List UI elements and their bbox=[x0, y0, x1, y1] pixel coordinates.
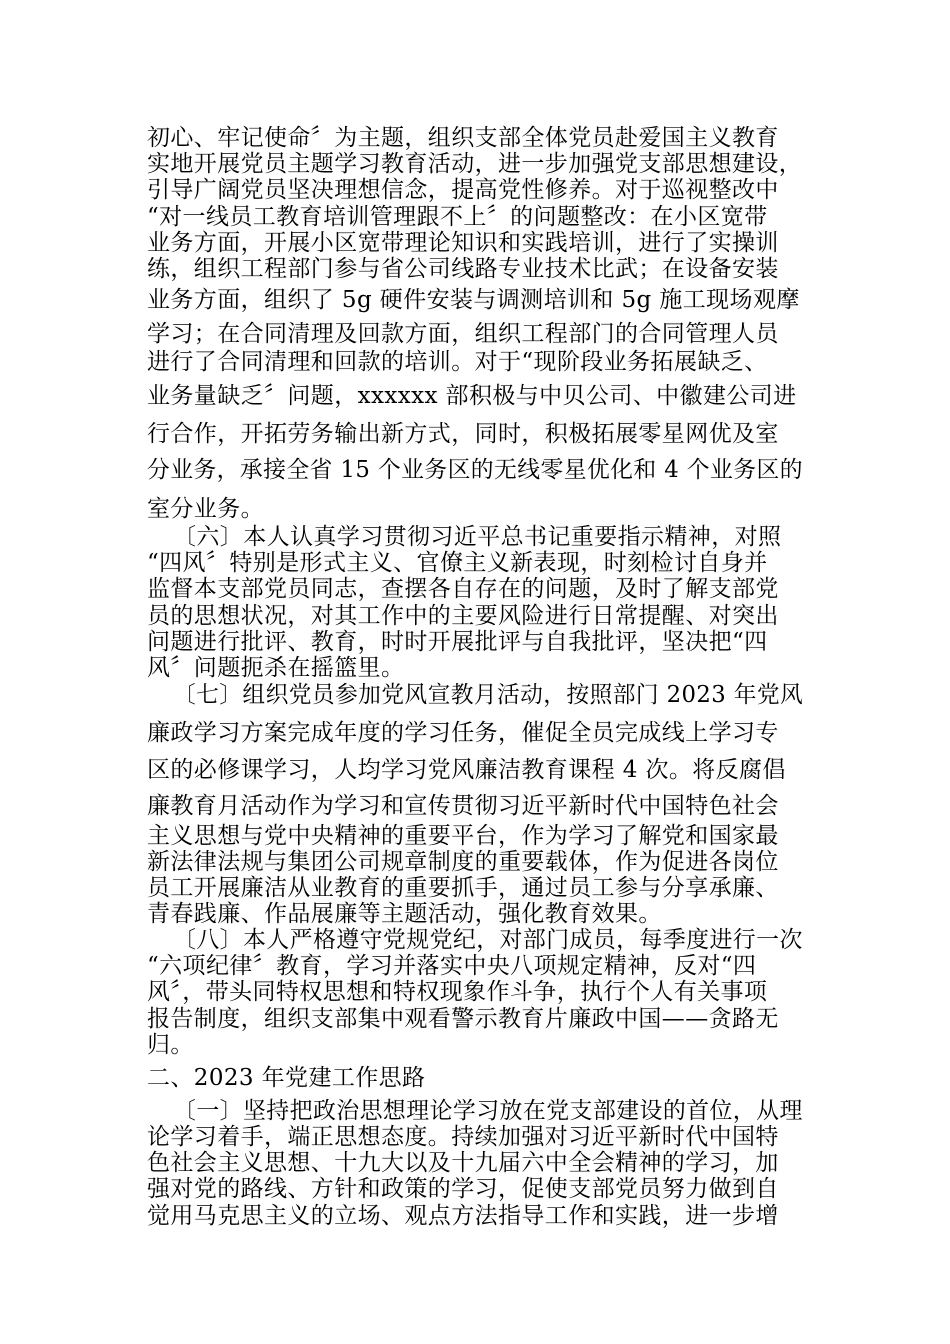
text-line: 行合作，开拓劳务输出新方式，同时，积极拓展零星网优及室 bbox=[147, 421, 779, 447]
text-line: 业务方面，开展小区宽带理论知识和实践培训，进行了实操训 bbox=[147, 230, 779, 256]
text-line: 归。 bbox=[147, 1032, 194, 1058]
text-line: 青春践廉、作品展廉等主题活动，强化教育效果。 bbox=[147, 901, 662, 927]
text-line: 练，组织工程部门参与省公司线路专业技术比武；在设备安装 bbox=[147, 256, 779, 282]
text-line: 风〞问题扼杀在摇篮里。 bbox=[147, 655, 405, 681]
text-line: 报告制度，组织支部集中观看警示教育片廉政中国——贪路无 bbox=[147, 1006, 779, 1032]
text-line: 区的必修课学习，人均学习党风廉洁教育课程 4 次。将反腐倡 bbox=[147, 757, 786, 783]
text-line: “对一线员工教育培训管理跟不上〞的问题整改：在小区宽带 bbox=[147, 204, 768, 230]
text-line: “六项纪律〞教育，学习并落实中央八项规定精神，反对“四 bbox=[147, 953, 757, 979]
text-line: 引导广阔党员坚决理想信念，提高党性修养。对于巡视整改中 bbox=[147, 177, 779, 203]
text-line: 新法律法规与集团公司规章制度的重要载体，作为促进各岗位 bbox=[147, 849, 779, 875]
text-line: 色社会主义思想、十九大以及十九届六中全会精神的学习，加 bbox=[147, 1150, 779, 1176]
text-line: 问题进行批评、教育，时时开展批评与自我批评，坚决把“四 bbox=[147, 629, 768, 655]
text-line: 廉政学习方案完成年度的学习任务，催促全员完成线上学习专 bbox=[147, 720, 779, 746]
text-line: 〔六〕本人认真学习贯彻习近平总书记重要指示精神，对照 bbox=[173, 524, 782, 550]
text-line: 〔七〕组织党员参加党风宣教月活动，按照部门 2023 年党风 bbox=[173, 682, 804, 708]
text-line: 进行了合同清理和回款的培训。对于“现阶段业务拓展缺乏、 bbox=[147, 349, 768, 375]
text-line: 主义思想与党中央精神的重要平台，作为学习了解党和国家最 bbox=[147, 823, 779, 849]
text-line: 廉教育月活动作为学习和宣传贯彻习近平新时代中国特色社会 bbox=[147, 793, 779, 819]
text-line: 论学习着手，端正思想态度。持续加强对习近平新时代中国特 bbox=[147, 1124, 779, 1150]
text-line: 业务量缺乏〞问题，xxxxxx 部积极与中贝公司、中徽建公司进 bbox=[147, 383, 797, 409]
text-line: “四风〞特别是形式主义、官僚主义新表现，时刻检讨自身并 bbox=[147, 550, 768, 576]
text-line: 实地开展党员主题学习教育活动，进一步加强党支部思想建设， bbox=[147, 151, 803, 177]
text-line: 分业务，承接全省 15 个业务区的无线零星优化和 4 个业务区的 bbox=[147, 457, 803, 483]
text-line: 业务方面，组织了 5g 硬件安装与调测培训和 5g 施工现场观摩 bbox=[147, 287, 800, 313]
text-line: 学习；在合同清理及回款方面，组织工程部门的合同管理人员 bbox=[147, 321, 779, 347]
text-line: 员的思想状况，对其工作中的主要风险进行日常提醒、对突出 bbox=[147, 603, 779, 629]
text-line: 初心、牢记使命〞为主题，组织支部全体党员赴爱国主义教育 bbox=[147, 125, 779, 151]
text-line: 二、2023 年党建工作思路 bbox=[147, 1065, 426, 1091]
text-line: 室分业务。 bbox=[147, 496, 264, 522]
text-line: 〔一〕坚持把政治思想理论学习放在党支部建设的首位，从理 bbox=[173, 1098, 803, 1124]
text-line: 强对党的路线、方针和政策的学习，促使支部党员努力做到自 bbox=[147, 1176, 779, 1202]
text-line: 风〞，带头同特权思想和特权现象作斗争，执行个人有关事项 bbox=[147, 979, 768, 1005]
text-line: 员工开展廉洁从业教育的重要抓手，通过员工参与分享承廉、 bbox=[147, 875, 779, 901]
text-line: 监督本支部党员同志，查摆各自存在的问题，及时了解支部党 bbox=[147, 576, 779, 602]
text-line: 觉用马克思主义的立场、观点方法指导工作和实践，进一步增 bbox=[147, 1203, 779, 1229]
text-line: 〔八〕本人严格遵守党规党纪，对部门成员，每季度进行一次 bbox=[173, 927, 803, 953]
